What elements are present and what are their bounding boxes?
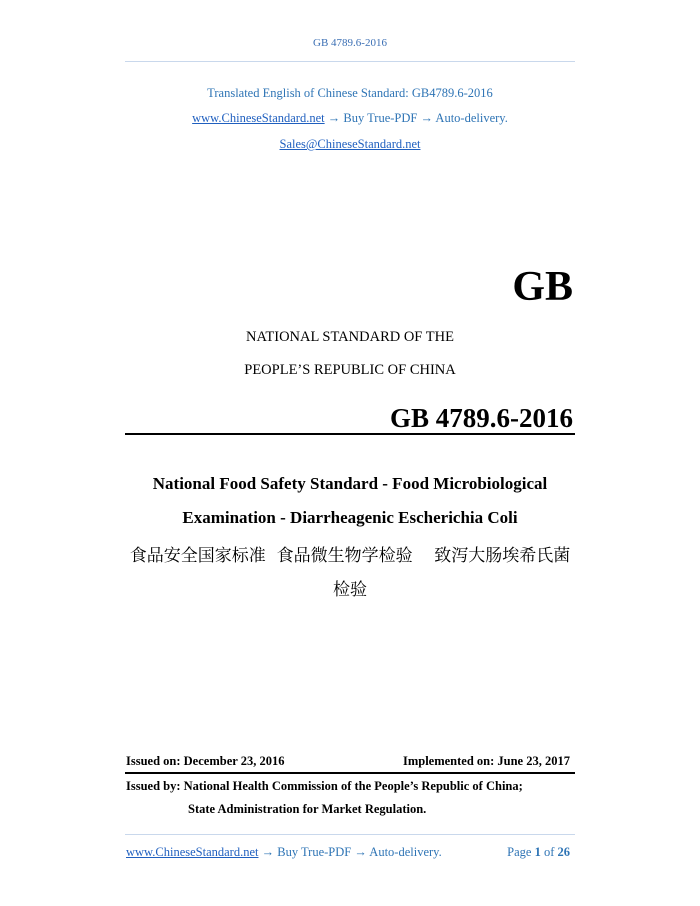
purchase-line: [0, 111, 700, 126]
footer-buy-text: → Buy True-PDF → Auto-delivery.: [261, 845, 442, 859]
header-divider: [125, 61, 575, 62]
issued-by: Issued by: National Health Commission of the People’s Republic of China;: [126, 779, 523, 793]
prc-line: PEOPLE’S REPUBLIC OF CHINA: [244, 362, 456, 378]
national-standard-line: NATIONAL STANDARD OF THE: [246, 329, 454, 345]
page-number: [507, 845, 570, 860]
translation-notice: Translated English of Chinese Standard: GB4789.6-2016: [207, 86, 493, 100]
site-link[interactable]: www.ChineseStandard.net: [192, 111, 325, 125]
running-header: GB 4789.6-2016: [313, 37, 387, 49]
title-en-line2: Examination - Diarrheagenic Escherichia Coli: [182, 508, 518, 527]
title-divider: [125, 433, 575, 435]
email-link[interactable]: Sales@ChineseStandard.net: [279, 137, 421, 151]
footer-divider: [125, 834, 575, 835]
page-label: Page: [507, 845, 532, 859]
email-line: [0, 137, 700, 152]
footer-purchase-line: [126, 845, 442, 860]
page-current: 1: [534, 845, 541, 859]
title-en-line1: National Food Safety Standard - Food Microbiological: [152, 474, 548, 493]
issued-by-line2: State Administration for Market Regulation.: [188, 802, 427, 816]
footer-site-link[interactable]: www.ChineseStandard.net: [126, 845, 259, 859]
buy-text: → Buy True-PDF → Auto-delivery.: [327, 111, 508, 125]
page-total: 26: [557, 845, 570, 859]
implemented-on-date: Implemented on: June 23, 2017: [402, 754, 570, 768]
issue-divider: [125, 772, 575, 774]
issued-on-date: Issued on: December 23, 2016: [126, 754, 285, 768]
gb-logo: GB: [512, 264, 573, 310]
standard-code: GB 4789.6-2016: [389, 403, 573, 433]
title-cn-line2: 检验: [333, 580, 367, 600]
title-cn-line1: 食品安全国家标准 食品微生物学检验 致泻大肠埃希氏菌: [129, 546, 571, 566]
page-of: of: [543, 845, 555, 859]
